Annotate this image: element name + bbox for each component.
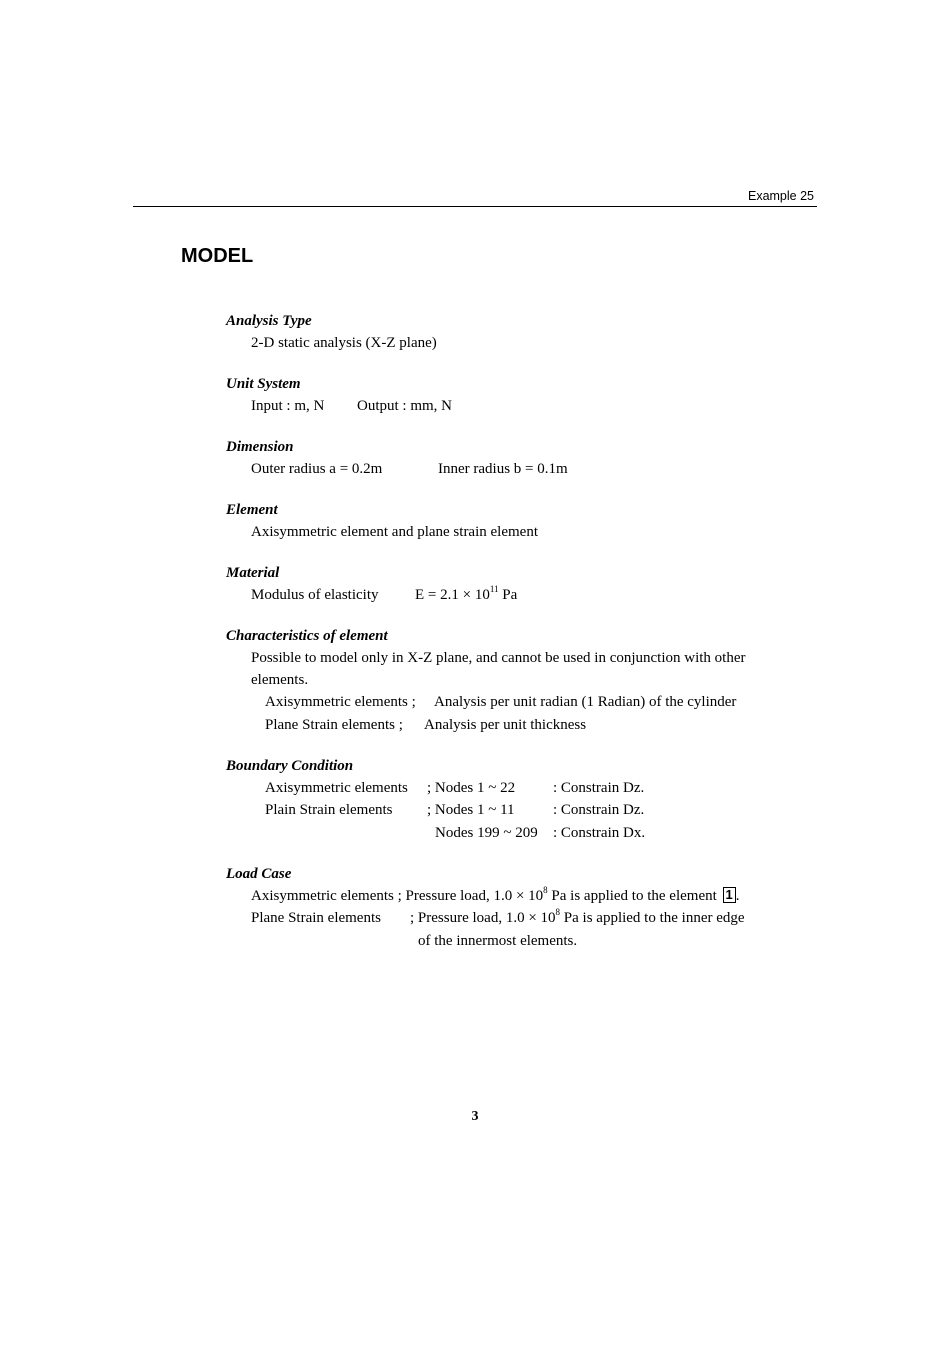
- boundary-row-nodes: ; Nodes 1 ~ 11: [427, 802, 515, 818]
- load-plane-prefix: ; Pressure load, 1.0 × 10: [410, 910, 556, 926]
- boundary-row-constraint: : Constrain Dz.: [553, 780, 645, 796]
- unit-output: Output : mm, N: [357, 398, 453, 414]
- heading-analysis-type: Analysis Type: [226, 313, 312, 329]
- load-case-plane: [410, 907, 745, 927]
- modulus-value-prefix: E = 2.1 × 10: [415, 587, 490, 603]
- modulus-exponent: 11: [489, 584, 499, 594]
- characteristics-axi-label: Axisymmetric elements ;: [265, 694, 416, 710]
- element-number-box: 1: [723, 887, 736, 903]
- header-rule: [133, 206, 817, 207]
- boundary-row-constraint: : Constrain Dx.: [553, 825, 646, 841]
- heading-load-case: Load Case: [226, 866, 292, 882]
- boundary-row-label: Axisymmetric elements: [265, 780, 408, 796]
- load-plane-line2: of the innermost elements.: [418, 933, 578, 949]
- heading-characteristics: Characteristics of element: [226, 628, 388, 644]
- unit-input: Input : m, N: [251, 398, 325, 414]
- load-axi-end: .: [735, 888, 740, 904]
- load-axi-exponent: 8: [543, 885, 548, 895]
- characteristics-plane-label: Plane Strain elements ;: [265, 717, 403, 733]
- load-plane-suffix: Pa is applied to the inner edge: [560, 910, 745, 926]
- heading-dimension: Dimension: [226, 439, 294, 455]
- characteristics-line1: Possible to model only in X-Z plane, and cannot be used in conjunction with other: [251, 650, 746, 666]
- characteristics-axi-text: Analysis per unit radian (1 Radian) of the cylinder: [434, 694, 737, 710]
- running-header: Example 25: [747, 189, 814, 203]
- load-case-axi: [251, 885, 740, 905]
- load-plane-exponent: 8: [555, 907, 561, 917]
- boundary-row-label: Plain Strain elements: [265, 802, 393, 818]
- characteristics-line2: elements.: [251, 672, 309, 688]
- heading-boundary-condition: Boundary Condition: [226, 758, 354, 774]
- modulus-label: Modulus of elasticity: [251, 587, 379, 603]
- boundary-row-nodes: Nodes 199 ~ 209: [435, 825, 538, 841]
- heading-unit-system: Unit System: [226, 376, 301, 392]
- inner-radius: Inner radius b = 0.1m: [438, 461, 568, 477]
- section-title: MODEL: [181, 245, 254, 267]
- heading-material: Material: [226, 565, 280, 581]
- heading-element: Element: [226, 502, 278, 518]
- load-plane-label: Plane Strain elements: [251, 910, 381, 926]
- page-number: 3: [471, 1109, 479, 1124]
- modulus-unit: Pa: [498, 587, 518, 603]
- characteristics-plane-text: Analysis per unit thickness: [424, 717, 587, 733]
- element-text: Axisymmetric element and plane strain element: [251, 524, 538, 540]
- boundary-row-nodes: ; Nodes 1 ~ 22: [427, 780, 516, 796]
- boundary-row-constraint: : Constrain Dz.: [553, 802, 645, 818]
- outer-radius: Outer radius a = 0.2m: [251, 461, 383, 477]
- analysis-type-text: 2-D static analysis (X-Z plane): [251, 335, 437, 351]
- load-axi-suffix: Pa is applied to the element: [547, 888, 721, 904]
- modulus-value: [415, 584, 518, 604]
- load-axi-prefix: Axisymmetric elements ; Pressure load, 1.0 × 10: [251, 888, 544, 904]
